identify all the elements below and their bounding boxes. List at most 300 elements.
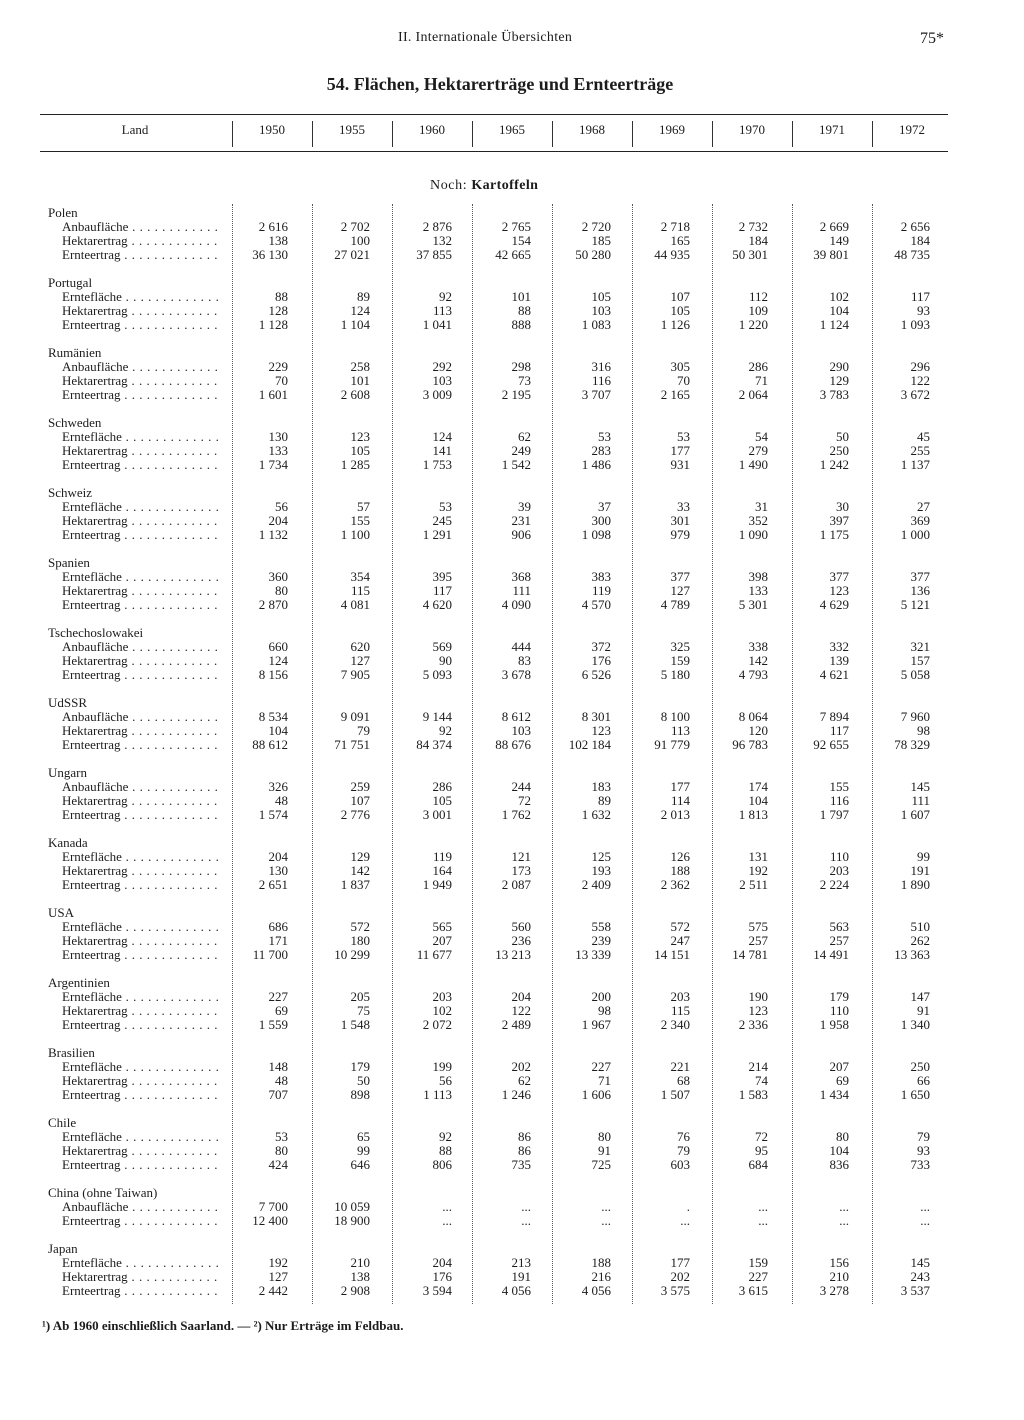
table-cell: 221 xyxy=(670,1059,690,1074)
table-cell: 2 718 xyxy=(660,219,690,234)
section-name: Kartoffeln xyxy=(471,178,539,193)
table-cell: 424 xyxy=(268,1157,288,1172)
table-cell: 188 xyxy=(670,863,690,878)
table-cell: 3 537 xyxy=(900,1283,930,1298)
table-cell: 123 xyxy=(591,723,611,738)
table-cell: 159 xyxy=(748,1255,768,1270)
table-cell: 2 669 xyxy=(819,219,849,234)
table-cell: 10 059 xyxy=(334,1199,370,1214)
table-cell: 2 616 xyxy=(258,219,288,234)
table-cell: 124 xyxy=(432,429,452,444)
row-label: Hektarertrag . . . xyxy=(62,1144,222,1158)
table-cell: 39 xyxy=(518,499,531,514)
table-cell: 1 601 xyxy=(258,387,288,402)
table-cell: 2 013 xyxy=(660,807,690,822)
table-cell: 73 xyxy=(518,373,531,388)
table-cell: 79 xyxy=(357,723,370,738)
table-cell: 13 363 xyxy=(894,947,930,962)
table-cell: 1 890 xyxy=(900,877,930,892)
table-cell: 70 xyxy=(677,373,690,388)
row-label: Ernteertrag . . . xyxy=(62,318,222,332)
table-row xyxy=(0,1018,1024,1032)
table-cell: 1 606 xyxy=(581,1087,611,1102)
table-cell: 5 301 xyxy=(738,597,768,612)
table-cell: 245 xyxy=(432,513,452,528)
table-cell: 147 xyxy=(910,989,930,1004)
table-cell: 4 789 xyxy=(660,597,690,612)
table-cell: 86 xyxy=(518,1143,531,1158)
table-cell: 279 xyxy=(748,443,768,458)
table-cell: 560 xyxy=(511,919,531,934)
table-cell: 164 xyxy=(432,863,452,878)
table-cell: 105 xyxy=(591,289,611,304)
table-cell: 105 xyxy=(350,443,370,458)
table-cell: 193 xyxy=(591,863,611,878)
table-cell: 325 xyxy=(670,639,690,654)
country-name: Japan xyxy=(48,1241,78,1256)
header-year-1968: 1968 xyxy=(579,122,605,137)
table-row xyxy=(0,374,1024,388)
table-cell: 1 958 xyxy=(819,1017,849,1032)
table-cell: 286 xyxy=(432,779,452,794)
table-cell: 352 xyxy=(748,513,768,528)
table-cell: 4 621 xyxy=(819,667,849,682)
table-cell: 1 090 xyxy=(738,527,768,542)
row-label: Ernteertrag . . . xyxy=(62,1284,222,1298)
row-label: Ernteertrag . . . xyxy=(62,1018,222,1032)
table-cell: 686 xyxy=(268,919,288,934)
row-label: Hektarertrag . . . xyxy=(62,304,222,318)
table-cell: 56 xyxy=(439,1073,452,1088)
table-cell: 27 xyxy=(917,499,930,514)
table-row xyxy=(0,1074,1024,1088)
table-cell: 65 xyxy=(357,1129,370,1144)
table-cell: 138 xyxy=(350,1269,370,1284)
table-cell: 103 xyxy=(432,373,452,388)
table-cell: 27 021 xyxy=(334,247,370,262)
table-cell: 14 151 xyxy=(654,947,690,962)
table-cell: 203 xyxy=(670,989,690,1004)
table-cell: 2 064 xyxy=(738,387,768,402)
row-label: Erntefläche . . . xyxy=(62,1130,222,1144)
table-cell: 50 280 xyxy=(575,247,611,262)
table-cell: 11 700 xyxy=(252,947,288,962)
table-cell: 171 xyxy=(268,933,288,948)
table-cell: 48 735 xyxy=(894,247,930,262)
table-cell: 115 xyxy=(670,1003,690,1018)
table-cell: ... xyxy=(920,1199,930,1214)
page-title: 54. Flächen, Hektarerträge und Ernteerträge xyxy=(326,74,674,94)
header-separator xyxy=(632,121,633,147)
table-cell: 369 xyxy=(910,513,930,528)
table-cell: 75 xyxy=(357,1003,370,1018)
table-cell: 69 xyxy=(836,1073,849,1088)
table-cell: 8 301 xyxy=(581,709,611,724)
table-cell: 93 xyxy=(917,303,930,318)
table-cell: 123 xyxy=(829,583,849,598)
table-cell: 9 091 xyxy=(340,709,370,724)
table-cell: 2 165 xyxy=(660,387,690,402)
row-label: Ernteertrag . . . xyxy=(62,1088,222,1102)
row-label: Erntefläche . . . xyxy=(62,500,222,514)
table-cell: 1 607 xyxy=(900,807,930,822)
table-cell: 124 xyxy=(268,653,288,668)
table-cell: 117 xyxy=(432,583,452,598)
table-cell: 4 629 xyxy=(819,597,849,612)
table-cell: 3 678 xyxy=(501,667,531,682)
table-cell: 174 xyxy=(748,779,768,794)
table-cell: 203 xyxy=(829,863,849,878)
table-cell: 316 xyxy=(591,359,611,374)
row-label: Erntefläche . . . xyxy=(62,850,222,864)
table-row xyxy=(0,738,1024,752)
table-cell: 89 xyxy=(598,793,611,808)
table-row xyxy=(0,570,1024,584)
table-cell: ... xyxy=(920,1213,930,1228)
row-label: Ernteertrag . . . xyxy=(62,948,222,962)
table-cell: 86 xyxy=(518,1129,531,1144)
table-row xyxy=(0,234,1024,248)
table-cell: 213 xyxy=(511,1255,531,1270)
header-separator xyxy=(312,121,313,147)
table-cell: 48 xyxy=(275,793,288,808)
table-cell: 116 xyxy=(591,373,611,388)
row-label: Ernteertrag . . . xyxy=(62,598,222,612)
row-label: Ernteertrag . . . xyxy=(62,1158,222,1172)
table-cell: 72 xyxy=(755,1129,768,1144)
table-cell: 79 xyxy=(917,1129,930,1144)
table-cell: 7 960 xyxy=(900,709,930,724)
page-number: 75* xyxy=(920,30,944,47)
table-cell: 116 xyxy=(829,793,849,808)
table-cell: 259 xyxy=(350,779,370,794)
table-cell: 2 732 xyxy=(738,219,768,234)
table-cell: 127 xyxy=(268,1269,288,1284)
table-row xyxy=(0,220,1024,234)
table-cell: 191 xyxy=(511,1269,531,1284)
table-cell: 142 xyxy=(350,863,370,878)
table-cell: 1 837 xyxy=(340,877,370,892)
row-label: Hektarertrag . . . xyxy=(62,1074,222,1088)
table-cell: 2 336 xyxy=(738,1017,768,1032)
table-cell: ... xyxy=(839,1199,849,1214)
table-cell: 229 xyxy=(268,359,288,374)
table-cell: 177 xyxy=(670,443,690,458)
row-label: Hektarertrag . . . xyxy=(62,794,222,808)
table-row xyxy=(0,444,1024,458)
table-cell: 180 xyxy=(350,933,370,948)
header-year-1955: 1955 xyxy=(339,122,365,137)
row-label: Ernteertrag . . . xyxy=(62,458,222,472)
table-cell: 2 409 xyxy=(581,877,611,892)
table-cell: 239 xyxy=(591,933,611,948)
table-cell: 96 783 xyxy=(732,737,768,752)
table-cell: 99 xyxy=(917,849,930,864)
table-cell: 332 xyxy=(829,639,849,654)
table-cell: 1 434 xyxy=(819,1087,849,1102)
table-cell: 1 797 xyxy=(819,807,849,822)
table-cell: 5 093 xyxy=(422,667,452,682)
table-cell: 104 xyxy=(748,793,768,808)
table-cell: 74 xyxy=(755,1073,768,1088)
section-heading xyxy=(430,178,538,194)
row-label: Ernteertrag . . . xyxy=(62,388,222,402)
table-cell: 368 xyxy=(511,569,531,584)
table-cell: 88 xyxy=(439,1143,452,1158)
country-name: Spanien xyxy=(48,555,90,570)
table-cell: 300 xyxy=(591,513,611,528)
table-cell: 72 xyxy=(518,793,531,808)
table-cell: 13 339 xyxy=(575,947,611,962)
table-cell: 603 xyxy=(670,1157,690,1172)
table-cell: 249 xyxy=(511,443,531,458)
table-cell: 979 xyxy=(670,527,690,542)
table-cell: 2 908 xyxy=(340,1283,370,1298)
table-row xyxy=(0,318,1024,332)
table-cell: 200 xyxy=(591,989,611,1004)
table-cell: 236 xyxy=(511,933,531,948)
table-cell: 139 xyxy=(829,653,849,668)
table-cell: 1 813 xyxy=(738,807,768,822)
table-cell: 227 xyxy=(748,1269,768,1284)
table-cell: 93 xyxy=(917,1143,930,1158)
header-separator xyxy=(792,121,793,147)
row-label: Erntefläche . . . xyxy=(62,430,222,444)
table-cell: 45 xyxy=(917,429,930,444)
table-row xyxy=(0,780,1024,794)
row-label: Hektarertrag . . . xyxy=(62,514,222,528)
table-cell: 205 xyxy=(350,989,370,1004)
table-cell: ... xyxy=(601,1213,611,1228)
table-cell: 88 xyxy=(518,303,531,318)
table-cell: 185 xyxy=(591,233,611,248)
table-cell: 176 xyxy=(591,653,611,668)
country-name: Ungarn xyxy=(48,765,87,780)
table-cell: 231 xyxy=(511,513,531,528)
table-cell: ... xyxy=(758,1199,768,1214)
table-cell: 12 400 xyxy=(252,1213,288,1228)
table-cell: 104 xyxy=(268,723,288,738)
table-cell: 141 xyxy=(432,443,452,458)
header-year-1965: 1965 xyxy=(499,122,525,137)
table-row xyxy=(0,1088,1024,1102)
table-cell: 37 xyxy=(598,499,611,514)
table-cell: 7 905 xyxy=(340,667,370,682)
table-cell: 92 655 xyxy=(813,737,849,752)
table-cell: 1 132 xyxy=(258,527,288,542)
table-cell: 70 xyxy=(275,373,288,388)
table-cell: 30 xyxy=(836,499,849,514)
table-cell: 2 765 xyxy=(501,219,531,234)
table-cell: 1 098 xyxy=(581,527,611,542)
table-cell: 117 xyxy=(910,289,930,304)
table-cell: 1 137 xyxy=(900,457,930,472)
row-label: Anbaufläche . . . xyxy=(62,780,222,794)
section-prefix: Noch: xyxy=(430,178,468,193)
table-cell: 292 xyxy=(432,359,452,374)
table-cell: 444 xyxy=(511,639,531,654)
table-cell: 372 xyxy=(591,639,611,654)
table-cell: 103 xyxy=(591,303,611,318)
table-cell: 117 xyxy=(829,723,849,738)
table-cell: 53 xyxy=(439,499,452,514)
row-label: Hektarertrag . . . xyxy=(62,584,222,598)
table-cell: 2 195 xyxy=(501,387,531,402)
table-cell: 114 xyxy=(670,793,690,808)
table-cell: 684 xyxy=(748,1157,768,1172)
table-cell: 95 xyxy=(755,1143,768,1158)
table-cell: 931 xyxy=(670,457,690,472)
table-cell: 100 xyxy=(350,233,370,248)
table-cell: 127 xyxy=(350,653,370,668)
table-cell: ... xyxy=(521,1199,531,1214)
table-cell: 125 xyxy=(591,849,611,864)
table-cell: 888 xyxy=(511,317,531,332)
table-cell: 1 175 xyxy=(819,527,849,542)
table-cell: 102 xyxy=(829,289,849,304)
table-row xyxy=(0,990,1024,1004)
table-cell: 2 656 xyxy=(900,219,930,234)
table-cell: 110 xyxy=(829,849,849,864)
table-cell: 1 762 xyxy=(501,807,531,822)
table-cell: 33 xyxy=(677,499,690,514)
table-cell: 3 615 xyxy=(738,1283,768,1298)
table-cell: 298 xyxy=(511,359,531,374)
table-cell: 123 xyxy=(748,1003,768,1018)
header-separator xyxy=(872,121,873,147)
table-cell: 558 xyxy=(591,919,611,934)
table-cell: 179 xyxy=(829,989,849,1004)
table-cell: 2 072 xyxy=(422,1017,452,1032)
table-cell: 203 xyxy=(432,989,452,1004)
table-cell: 115 xyxy=(350,583,370,598)
table-cell: 11 677 xyxy=(416,947,452,962)
table-cell: 80 xyxy=(598,1129,611,1144)
table-row xyxy=(0,458,1024,472)
table-cell: 707 xyxy=(268,1087,288,1102)
table-cell: 56 xyxy=(275,499,288,514)
table-cell: 1 490 xyxy=(738,457,768,472)
country-name: Polen xyxy=(48,205,78,220)
table-cell: 4 793 xyxy=(738,667,768,682)
table-cell: 1 507 xyxy=(660,1087,690,1102)
table-row xyxy=(0,1060,1024,1074)
table-cell: 128 xyxy=(268,303,288,318)
table-cell: 3 707 xyxy=(581,387,611,402)
table-cell: 2 876 xyxy=(422,219,452,234)
table-cell: 184 xyxy=(910,233,930,248)
table-cell: 79 xyxy=(677,1143,690,1158)
table-cell: 1 093 xyxy=(900,317,930,332)
table-cell: 101 xyxy=(350,373,370,388)
row-label: Hektarertrag . . . xyxy=(62,1270,222,1284)
table-cell: 290 xyxy=(829,359,849,374)
table-cell: 111 xyxy=(512,583,531,598)
table-cell: 3 783 xyxy=(819,387,849,402)
table-cell: 8 064 xyxy=(738,709,768,724)
row-label: Erntefläche . . . xyxy=(62,1256,222,1270)
table-cell: 154 xyxy=(511,233,531,248)
table-cell: 377 xyxy=(910,569,930,584)
table-row xyxy=(0,1004,1024,1018)
table-cell: 4 056 xyxy=(501,1283,531,1298)
row-label: Hektarertrag . . . xyxy=(62,374,222,388)
table-cell: 204 xyxy=(268,513,288,528)
header-separator xyxy=(552,121,553,147)
table-cell: 301 xyxy=(670,513,690,528)
row-label: Erntefläche . . . xyxy=(62,990,222,1004)
table-cell: 7 894 xyxy=(819,709,849,724)
table-cell: 98 xyxy=(598,1003,611,1018)
table-row xyxy=(0,304,1024,318)
table-cell: 83 xyxy=(518,653,531,668)
table-cell: 190 xyxy=(748,989,768,1004)
table-cell: 250 xyxy=(910,1059,930,1074)
table-cell: 92 xyxy=(439,723,452,738)
table-cell: 1 574 xyxy=(258,807,288,822)
table-cell: 57 xyxy=(357,499,370,514)
table-cell: 321 xyxy=(910,639,930,654)
header-land: Land xyxy=(121,122,149,137)
table-cell: 1 734 xyxy=(258,457,288,472)
table-cell: 184 xyxy=(748,233,768,248)
table-cell: 575 xyxy=(748,919,768,934)
table-cell: 92 xyxy=(439,289,452,304)
footnote: ¹) Ab 1960 einschließlich Saarland. — ²) Nur Erträge im Feldbau. xyxy=(42,1318,404,1333)
table-cell: 1 583 xyxy=(738,1087,768,1102)
table-cell: 1 220 xyxy=(738,317,768,332)
table-cell: 1 949 xyxy=(422,877,452,892)
table-cell: ... xyxy=(601,1199,611,1214)
table-row xyxy=(0,724,1024,738)
table-cell: 4 056 xyxy=(581,1283,611,1298)
table-cell: 130 xyxy=(268,863,288,878)
table-cell: ... xyxy=(758,1213,768,1228)
table-cell: 91 779 xyxy=(654,737,690,752)
table-cell: 906 xyxy=(511,527,531,542)
table-cell: 227 xyxy=(268,989,288,1004)
header-separator xyxy=(232,121,233,147)
table-cell: 130 xyxy=(268,429,288,444)
table-cell: ... xyxy=(839,1213,849,1228)
table-cell: 39 801 xyxy=(813,247,849,262)
table-cell: 91 xyxy=(917,1003,930,1018)
table-cell: 354 xyxy=(350,569,370,584)
table-cell: 48 xyxy=(275,1073,288,1088)
table-row xyxy=(0,934,1024,948)
table-cell: 569 xyxy=(432,639,452,654)
table-row xyxy=(0,514,1024,528)
row-label: Ernteertrag . . . xyxy=(62,878,222,892)
table-cell: 199 xyxy=(432,1059,452,1074)
table-cell: 398 xyxy=(748,569,768,584)
table-cell: 104 xyxy=(829,303,849,318)
table-cell: 78 329 xyxy=(894,737,930,752)
table-cell: 2 489 xyxy=(501,1017,531,1032)
table-cell: 155 xyxy=(350,513,370,528)
header-year-1969: 1969 xyxy=(659,122,685,137)
table-cell: 136 xyxy=(910,583,930,598)
table-cell: 102 184 xyxy=(568,737,611,752)
table-cell: 3 575 xyxy=(660,1283,690,1298)
table-row xyxy=(0,1130,1024,1144)
table-cell: 1 291 xyxy=(422,527,452,542)
table-cell: 42 665 xyxy=(495,247,531,262)
table-cell: 123 xyxy=(350,429,370,444)
table-cell: 8 534 xyxy=(258,709,288,724)
running-head: II. Internationale Übersichten xyxy=(398,30,573,45)
table-cell: 204 xyxy=(511,989,531,1004)
